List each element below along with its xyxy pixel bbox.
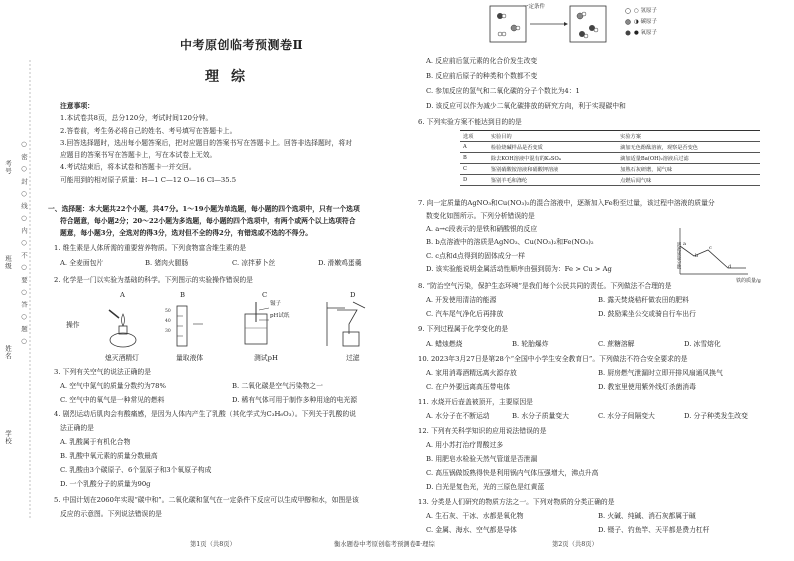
q4-option-b: B. 乳酸中氧元素的质量分数最高 [60, 452, 158, 460]
reaction-condition-label: 一定条件 [523, 4, 546, 10]
q4-option-d: D. 一个乳酸分子的质量为90g [60, 480, 151, 488]
q12-option-c: C. 高压锅做饭熟得快是利用锅内气体压强增大，沸点升高 [426, 469, 599, 477]
section-instructions-1: 一、选择题：本大题共22个小题，共47分。1～19小题为单选题，每小题的四个选项中，只有一个选项 [48, 205, 360, 213]
q13-option-a: A. 生石灰、干冰、水都是氧化物 [426, 512, 524, 520]
note-item: 1.本试卷共8页，总分120分，考试时间120分钟。 [60, 114, 213, 123]
q11-option-d: D. 分子种类发生改变 [684, 412, 748, 420]
q2-caption-b: 量取液体 [176, 354, 204, 362]
note-item: 3.回答选择题时，选出每小题答案后，把对应题目的答案书写在答题卡上。回答非选择题时，将对 [60, 138, 352, 147]
q2-caption-d: 过滤 [346, 354, 360, 362]
note-item: 2.答卷前，考生务必将自己的姓名、考号填写在答题卡上。 [60, 126, 237, 135]
table-header-cell: 选项 [460, 131, 488, 142]
table-row [460, 175, 760, 186]
binding-label-banji: 班级 [4, 255, 12, 270]
q11-option-b: B. 水分子质量变大 [512, 412, 569, 420]
section-instructions-3: 题意，每小题3分，全选对的得3分，选对但不全的得2分，有错选或不选的不得分。 [60, 229, 313, 237]
q2-apparatus-figure [95, 300, 395, 350]
legend-oxygen: ● 氧原子 [634, 30, 658, 36]
notes-block [60, 100, 390, 186]
q5-option-a: A. 反应前后氢元素的化合价发生改变 [426, 57, 538, 65]
table-cell: 除去KOH溶液中混有的K₂SO₄ [488, 153, 617, 164]
svg-text:40: 40 [165, 319, 171, 324]
q5-option-b: B. 反应前后原子的种类和个数都不变 [426, 72, 538, 80]
table-cell: 检验烧碱样品是否变质 [488, 142, 617, 153]
q7-point-c: c [709, 245, 712, 251]
q7-point-b: b [695, 253, 699, 259]
q3-option-b: B. 二氧化碳是空气污染物之一 [232, 382, 323, 390]
table-cell: B [460, 153, 488, 164]
svg-text:50: 50 [165, 309, 171, 314]
binding-label-xuexiao: 学校 [4, 430, 12, 445]
footer-center-title: 衡水题卷中考原创临考预测卷Ⅱ·理综 [334, 541, 435, 548]
alcohol-lamp-icon [109, 310, 136, 347]
ph-test-icon [245, 302, 269, 344]
question-10: 10. 2023年3月27日是第28个“全国中小学生安全教育日”。下列做法不符合安全要求的是 [418, 355, 688, 363]
question-4-line2: 法正确的是 [60, 424, 94, 432]
q9-option-b: B. 轮胎爆炸 [512, 340, 549, 348]
q1-option-a: A. 全麦面包片 [60, 259, 104, 267]
table-header-row [460, 131, 760, 142]
section-instructions-2: 符合题意，每小题2分；20～22小题为多选题，每小题的四个选项中，有两个或两个以上选项符合 [60, 217, 356, 225]
q2-caption-c: 测试pH [254, 354, 278, 362]
question-4-line1: 4. 剧烈运动后肌肉会有酸痛感，是因为人体内产生了乳酸（其化学式为C₃H₆O₃）。下列关于乳酸的说 [54, 410, 356, 418]
q12-option-a: A. 用小苏打治疗胃酸过多 [426, 441, 504, 449]
q11-option-a: A. 水分子在不断运动 [426, 412, 490, 420]
filtration-icon [327, 302, 365, 346]
svg-text:30: 30 [165, 329, 171, 334]
q8-option-a: A. 开发使用清洁的能源 [426, 296, 497, 304]
graduated-cylinder-icon [165, 306, 203, 346]
q1-option-c: C. 凉拌萝卜丝 [232, 259, 276, 267]
q8-option-c: C. 汽车尾气净化后再排放 [426, 310, 504, 318]
table-header-cell: 实验目的 [488, 131, 617, 142]
q10-option-a: A. 家用消毒酒精远离火源存放 [426, 369, 517, 377]
question-7-line1: 7. 向一定质量的AgNO₃和Cu(NO₃)₂的混合溶液中，逐渐加入Fe粉至过量，该过程中溶液的质量分 [418, 199, 715, 207]
subject-title: 理综 [205, 69, 257, 85]
question-1: 1. 维生素是人体所需的重要营养物质。下列食物富含维生素的是 [54, 244, 247, 252]
q8-option-d: D. 鼓励乘坐公交或骑自行车出行 [598, 310, 696, 318]
table-cell: 鉴别羊毛和涤纶 [488, 175, 617, 186]
q9-option-c: C. 蔗糖溶解 [598, 340, 635, 348]
q8-option-b: B. 露天焚烧秸秆做农田的肥料 [598, 296, 689, 304]
question-5-line2: 反应的示意图。下列说法错误的是 [60, 510, 162, 518]
question-7-line2: 数变化如图所示。下列分析错误的是 [426, 212, 535, 220]
question-2: 2. 化学是一门以实验为基础的科学。下列图示的实验操作错误的是 [54, 276, 253, 284]
table-cell: A [460, 142, 488, 153]
q7-ylabel: 溶液质量分数 [676, 242, 681, 269]
q13-option-d: D. 镊子、钓鱼竿、天平都是费力杠杆 [598, 526, 710, 534]
q13-option-b: B. 火碱、纯碱、消石灰都属于碱 [598, 512, 696, 520]
q4-option-c: C. 乳酸由3个碳原子、6个氢原子和3个氧原子构成 [60, 466, 212, 474]
q4-option-a: A. 乳酸属于有机化合物 [60, 438, 131, 446]
q2-letter-c: C [262, 291, 268, 299]
q2-caption-a: 熄灭酒精灯 [105, 354, 139, 362]
q9-option-d: D. 冰雪熔化 [684, 340, 721, 348]
q7-option-a: A. a→c段表示的是铁和硝酸银的反应 [426, 225, 538, 233]
q7-option-b: B. b点溶液中的溶质是AgNO₃、Cu(NO₃)₂和Fe(NO₃)₂ [426, 238, 594, 246]
question-5-line1: 5. 中国计划在2060年实现“碳中和”。二氧化碳和氢气在一定条件下反应可以生成甲醇和水，如图是该 [54, 496, 359, 504]
q3-option-a: A. 空气中氮气的质量分数约为78% [60, 382, 166, 390]
q1-option-d: D. 滑嫩鸡蛋羹 [318, 259, 362, 267]
question-9: 9. 下列过程属于化学变化的是 [418, 325, 509, 333]
notes-heading: 注意事项： [60, 102, 94, 110]
table-cell: D [460, 175, 488, 186]
q7-point-d: d [728, 264, 732, 270]
q13-option-c: C. 金属、海水、空气都是导体 [426, 526, 517, 534]
q2-letter-d: D [350, 291, 356, 299]
q1-option-b: B. 猪肉火腿肠 [145, 259, 189, 267]
table-cell: C [460, 164, 488, 175]
q2-letter-b: B [180, 291, 185, 299]
seal-dashed-line [0, 0, 40, 561]
q7-option-c: C. c点和d点得到的固体成分一样 [426, 252, 525, 260]
q3-option-c: C. 空气中的氧气是一种常见的燃料 [60, 396, 165, 404]
binding-label-kaohao: 考号 [4, 160, 12, 175]
question-12: 12. 下列有关科学知识的应用说法错误的是 [418, 427, 547, 435]
question-3: 3. 下列有关空气的说法正确的是 [54, 368, 152, 376]
table-cell: 鉴别硝酸铵溶液和硝酸钾溶液 [488, 164, 617, 175]
exam-title: 中考原创临考预测卷Ⅱ [180, 38, 304, 52]
q2-letter-a: A [120, 291, 125, 299]
question-8: 8. “防治空气污染，保护生态环境”是我们每个公民共同的责任。下列做法不合理的是 [418, 282, 672, 290]
footer-page-2: 第2页（共8页） [552, 541, 598, 548]
q10-option-c: C. 在户外要远离高压带电体 [426, 383, 511, 391]
note-item: 4.考试结束后，将本试卷和答题卡一并交回。 [60, 163, 196, 172]
binding-label-xingming: 姓名 [4, 345, 12, 360]
note-item: 应题目的答案书写在答题卡上，写在本试卷上无效。 [60, 151, 217, 160]
q5-option-c: C. 参加反应的氢气和二氧化碳的分子个数比为4：1 [426, 87, 580, 95]
q3-option-d: D. 稀有气体可用于制作多种用途的电光源 [232, 396, 358, 404]
table-header-cell: 实验方案 [617, 131, 760, 142]
table-row [460, 164, 760, 175]
q2-row-label: 操作 [66, 321, 80, 329]
q12-option-d: D. 白光是复色光，光的三原色是红黄蓝 [426, 483, 545, 491]
q6-table [460, 130, 760, 186]
seal-line-text: ○ 密 ○ 封 ○ 线 ○ 内 ○ 不 ○ 要 ○ 答 ○ 题 ○ [20, 140, 28, 347]
q9-option-a: A. 蜡烛燃烧 [426, 340, 463, 348]
question-6: 6. 下列实验方案不能达到目的的是 [418, 118, 522, 126]
table-cell: 加熟石灰研磨，闻气味 [617, 164, 760, 175]
table-cell: 滴加适量Ba(OH)₂溶液后过滤 [617, 153, 760, 164]
legend-carbon: ◑ 碳原子 [634, 19, 658, 25]
q5-option-d: D. 该反应可以作为减少二氧化碳排放的研究方向，利于实现碳中和 [426, 102, 626, 110]
atomic-masses: 可能用到的相对原子质量：H—1 C—12 O—16 Cl—35.5 [60, 175, 237, 184]
q11-option-c: C. 水分子间隔变大 [598, 412, 655, 420]
q10-option-d: D. 教室里使用紫外线灯杀菌消毒 [598, 383, 696, 391]
q2-c-tag-ph-paper: pH试纸 [270, 313, 290, 319]
q7-point-a: a [683, 241, 686, 247]
question-11: 11. 水烧开后壶盖被顶开，主要原因是 [418, 398, 533, 406]
legend-hydrogen: ○ 氢原子 [634, 8, 658, 14]
question-13: 13. 分类是人们研究的物质方法之一。下列对物质的分类正确的是 [418, 498, 615, 506]
q7-option-d: D. 该实验能说明金属活动性顺序由强到弱为：Fe > Cu > Ag [426, 265, 612, 273]
table-cell: 滴加无色酚酞溶液，观察是否变色 [617, 142, 760, 153]
binding-margin [0, 0, 40, 561]
table-row [460, 142, 760, 153]
q7-xlabel: 铁的质量/g [736, 278, 761, 284]
q7-graph [672, 226, 752, 280]
q2-c-tag-tweezers: 镊子 [270, 301, 282, 307]
table-cell: 点燃后闻气味 [617, 175, 760, 186]
q12-option-b: B. 用肥皂水检验天然气管道是否泄漏 [426, 455, 538, 463]
table-row [460, 153, 760, 164]
q10-option-b: B. 厨房燃气泄漏时立即开排风扇通风换气 [598, 369, 723, 377]
footer-page-1: 第1页（共8页） [190, 541, 236, 548]
